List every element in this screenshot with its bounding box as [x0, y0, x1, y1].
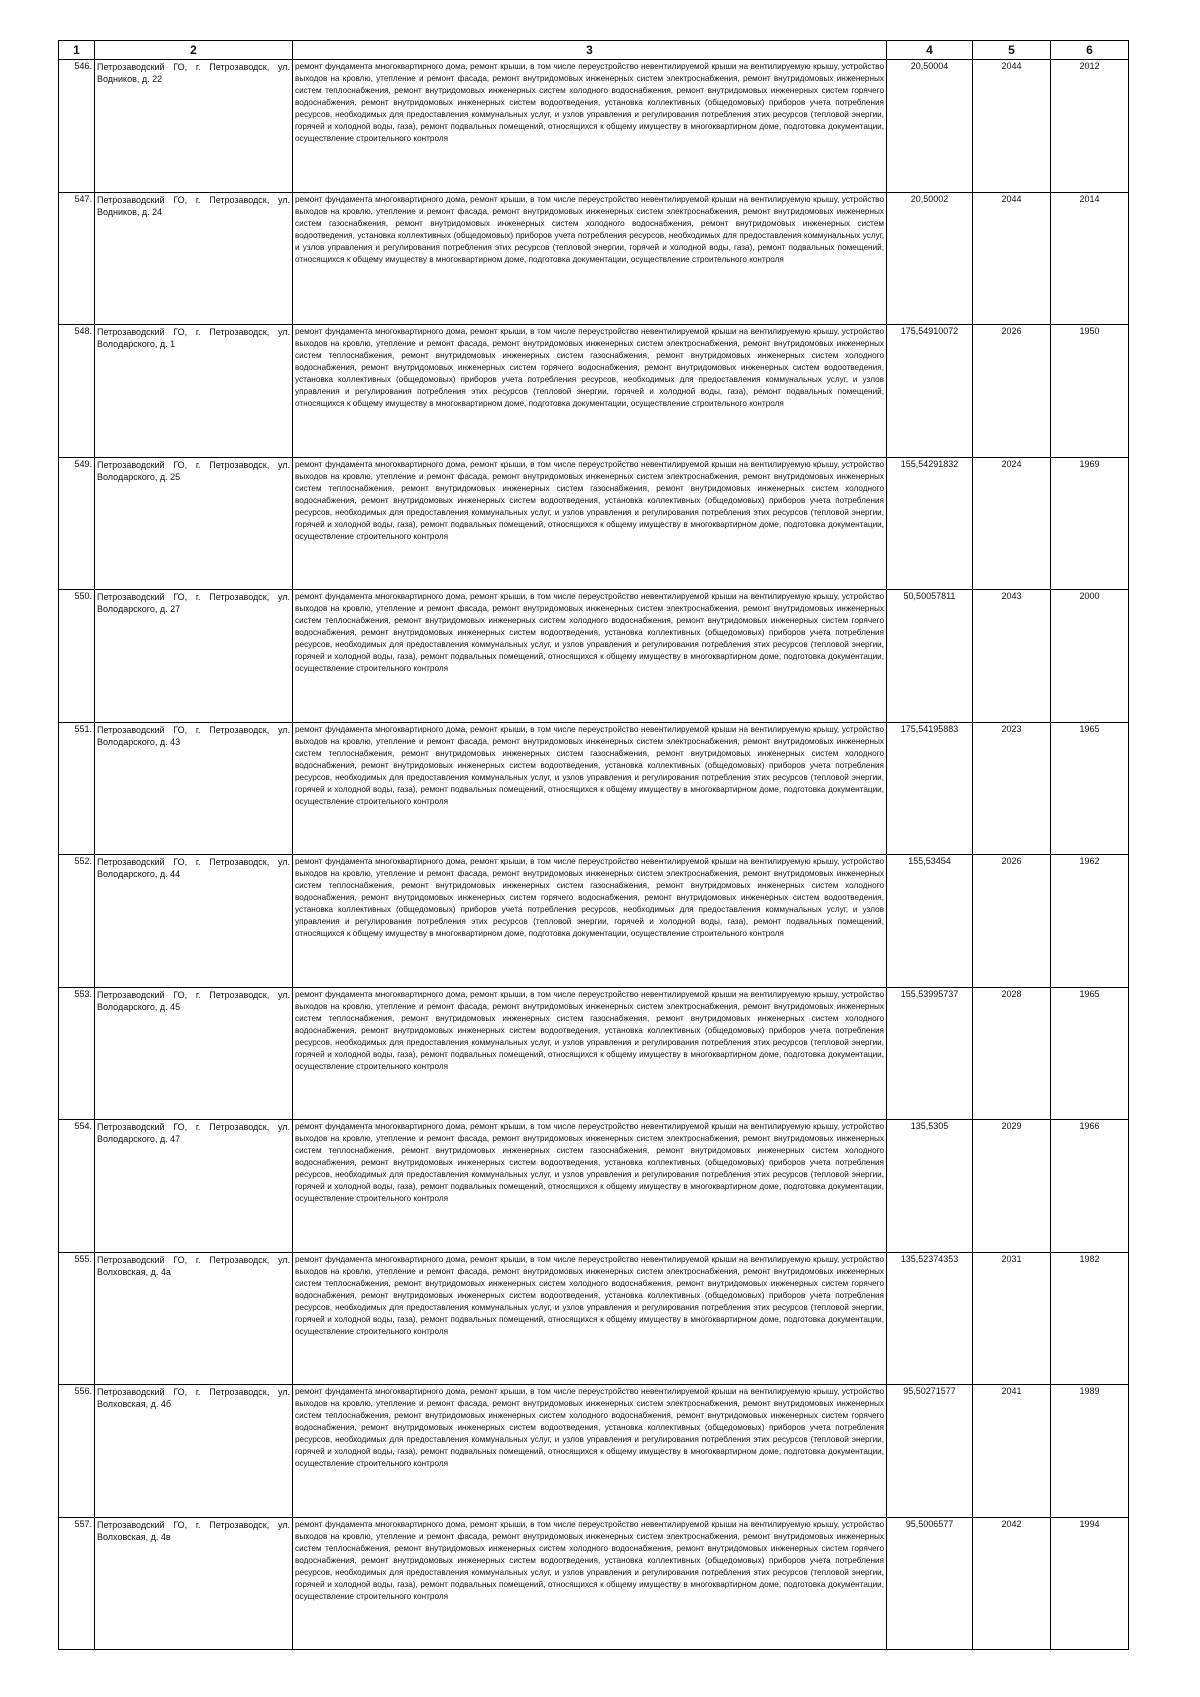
year-cell: 2026 — [973, 325, 1051, 458]
year-cell: 2028 — [973, 987, 1051, 1120]
address-cell: Петрозаводский ГО, г. Петрозаводск, ул. Володарского, д. 45 — [95, 987, 293, 1120]
table-row — [59, 1120, 1129, 1253]
row-number: 553. — [59, 987, 95, 1120]
address-cell: Петрозаводский ГО, г. Петрозаводск, ул. Володарского, д. 44 — [95, 855, 293, 988]
works-cell: ремонт фундамента многоквартирного дома, ремонт крыши, в том числе переустройство невентилируемой крыши на вентилируемую крышу, устройство выходов на кровлю, утепление и ремонт фасада, ремонт внутридомовых инженерных систем электроснабжения, ремонт внутридомовых инженерных систем теплоснабжения, ремонт внутридомовых инженерных систем газоснабжения, ремонт внутридомовых инженерных систем холодного водоснабжения, ремонт внутридомовых инженерных систем водоотведения, установка коллективных (общедомовых) приборов учета потребления ресурсов, необходимых для предоставления коммунальных услуг, и узлов управления и регулирования потребления этих ресурсов (тепловой энергии, горячей и холодной воды, газа), ремонт подвальных помещений, относящихся к общему имуществу в многоквартирном доме, подготовка документации, осуществление строительного контроля — [293, 987, 887, 1120]
table-row — [59, 590, 1129, 723]
table-row — [59, 192, 1129, 325]
address-cell: Петрозаводский ГО, г. Петрозаводск, ул. Волховская, д. 4в — [95, 1517, 293, 1650]
works-cell: ремонт фундамента многоквартирного дома, ремонт крыши, в том числе переустройство невентилируемой крыши на вентилируемую крышу, устройство выходов на кровлю, утепление и ремонт фасада, ремонт внутридомовых инженерных систем электроснабжения, ремонт внутридомовых инженерных систем теплоснабжения, ремонт внутридомовых инженерных систем газоснабжения, ремонт внутридомовых инженерных систем холодного водоснабжения, ремонт внутридомовых инженерных систем водоотведения, установка коллективных (общедомовых) приборов учета потребления ресурсов, необходимых для предоставления коммунальных услуг, и узлов управления и регулирования потребления этих ресурсов (тепловой энергии, горячей и холодной воды, газа), ремонт подвальных помещений, относящихся к общему имуществу в многоквартирном доме, подготовка документации, осуществление строительного контроля — [293, 1120, 887, 1253]
address-cell: Петрозаводский ГО, г. Петрозаводск, ул. Володарского, д. 1 — [95, 325, 293, 458]
works-cell: ремонт фундамента многоквартирного дома, ремонт крыши, в том числе переустройство невентилируемой крыши на вентилируемую крышу, устройство выходов на кровлю, утепление и ремонт фасада, ремонт внутридомовых инженерных систем электроснабжения, ремонт внутридомовых инженерных систем теплоснабжения, ремонт внутридомовых инженерных систем холодного водоснабжения, ремонт внутридомовых инженерных систем горячего водоснабжения, ремонт внутридомовых инженерных систем водоотведения, установка коллективных (общедомовых) приборов учета потребления ресурсов, необходимых для предоставления коммунальных услуг, и узлов управления и регулирования потребления этих ресурсов (тепловой энергии, горячей и холодной воды, газа), ремонт подвальных помещений, относящихся к общему имуществу в многоквартирном доме, подготовка документации, осуществление строительного контроля — [293, 1517, 887, 1650]
year-cell: 2044 — [973, 60, 1051, 193]
year-built-cell: 2012 — [1051, 60, 1129, 193]
table-row — [59, 1385, 1129, 1518]
row-number: 550. — [59, 590, 95, 723]
table-row — [59, 855, 1129, 988]
address-cell: Петрозаводский ГО, г. Петрозаводск, ул. Волховская, д. 4б — [95, 1385, 293, 1518]
year-cell: 2042 — [973, 1517, 1051, 1650]
table-row — [59, 325, 1129, 458]
row-number: 555. — [59, 1252, 95, 1385]
cost-cell: 135,5305 — [887, 1120, 973, 1253]
year-built-cell: 1962 — [1051, 855, 1129, 988]
year-built-cell: 1965 — [1051, 987, 1129, 1120]
works-cell: ремонт фундамента многоквартирного дома, ремонт крыши, в том числе переустройство невентилируемой крыши на вентилируемую крышу, устройство выходов на кровлю, утепление и ремонт фасада, ремонт внутридомовых инженерных систем электроснабжения, ремонт внутридомовых инженерных систем теплоснабжения, ремонт внутридомовых инженерных систем газоснабжения, ремонт внутридомовых инженерных систем холодного водоснабжения, ремонт внутридомовых инженерных систем горячего водоснабжения, ремонт внутридомовых инженерных систем водоотведения, установка коллективных (общедомовых) приборов учета потребления ресурсов, необходимых для предоставления коммунальных услуг, и узлов управления и регулирования потребления этих ресурсов (тепловой энергии, горячей и холодной воды, газа), ремонт подвальных помещений, относящихся к общему имуществу в многоквартирном доме, подготовка документации, осуществление строительного контроля — [293, 325, 887, 458]
works-cell: ремонт фундамента многоквартирного дома, ремонт крыши, в том числе переустройство невентилируемой крыши на вентилируемую крышу, устройство выходов на кровлю, утепление и ремонт фасада, ремонт внутридомовых инженерных систем электроснабжения, ремонт внутридомовых инженерных систем теплоснабжения, ремонт внутридомовых инженерных систем холодного водоснабжения, ремонт внутридомовых инженерных систем горячего водоснабжения, ремонт внутридомовых инженерных систем водоотведения, установка коллективных (общедомовых) приборов учета потребления ресурсов, необходимых для предоставления коммунальных услуг, и узлов управления и регулирования потребления этих ресурсов (тепловой энергии, горячей и холодной воды, газа), ремонт подвальных помещений, относящихся к общему имуществу в многоквартирном доме, подготовка документации, осуществление строительного контроля — [293, 1252, 887, 1385]
header-row — [59, 41, 1129, 60]
cost-cell: 20,50002 — [887, 192, 973, 325]
works-cell: ремонт фундамента многоквартирного дома, ремонт крыши, в том числе переустройство невентилируемой крыши на вентилируемую крышу, устройство выходов на кровлю, утепление и ремонт фасада, ремонт внутридомовых инженерных систем электроснабжения, ремонт внутридомовых инженерных систем теплоснабжения, ремонт внутридомовых инженерных систем газоснабжения, ремонт внутридомовых инженерных систем холодного водоснабжения, ремонт внутридомовых инженерных систем горячего водоснабжения, ремонт внутридомовых инженерных систем водоотведения, установка коллективных (общедомовых) приборов учета потребления ресурсов, необходимых для предоставления коммунальных услуг, и узлов управления и регулирования потребления этих ресурсов (тепловой энергии, горячей и холодной воды, газа), ремонт подвальных помещений, относящихся к общему имуществу в многоквартирном доме, подготовка документации, осуществление строительного контроля — [293, 855, 887, 988]
cost-cell: 155,53454 — [887, 855, 973, 988]
table-row — [59, 1517, 1129, 1650]
year-built-cell: 1982 — [1051, 1252, 1129, 1385]
works-cell: ремонт фундамента многоквартирного дома, ремонт крыши, в том числе переустройство невентилируемой крыши на вентилируемую крышу, устройство выходов на кровлю, утепление и ремонт фасада, ремонт внутридомовых инженерных систем электроснабжения, ремонт внутридомовых инженерных систем теплоснабжения, ремонт внутридомовых инженерных систем холодного водоснабжения, ремонт внутридомовых инженерных систем горячего водоснабжения, ремонт внутридомовых инженерных систем водоотведения, установка коллективных (общедомовых) приборов учета потребления ресурсов, необходимых для предоставления коммунальных услуг, и узлов управления и регулирования потребления этих ресурсов (тепловой энергии, горячей и холодной воды, газа), ремонт подвальных помещений, относящихся к общему имуществу в многоквартирном доме, подготовка документации, осуществление строительного контроля — [293, 60, 887, 193]
address-cell: Петрозаводский ГО, г. Петрозаводск, ул. Володарского, д. 25 — [95, 457, 293, 590]
table-row — [59, 987, 1129, 1120]
table-row — [59, 722, 1129, 855]
cost-cell: 95,50271577 — [887, 1385, 973, 1518]
row-number: 552. — [59, 855, 95, 988]
column-header: 1 — [59, 41, 95, 60]
address-cell: Петрозаводский ГО, г. Петрозаводск, ул. Володарского, д. 27 — [95, 590, 293, 723]
works-cell: ремонт фундамента многоквартирного дома, ремонт крыши, в том числе переустройство невентилируемой крыши на вентилируемую крышу, устройство выходов на кровлю, утепление и ремонт фасада, ремонт внутридомовых инженерных систем электроснабжения, ремонт внутридомовых инженерных систем теплоснабжения, ремонт внутридомовых инженерных систем газоснабжения, ремонт внутридомовых инженерных систем холодного водоснабжения, ремонт внутридомовых инженерных систем водоотведения, установка коллективных (общедомовых) приборов учета потребления ресурсов, необходимых для предоставления коммунальных услуг, и узлов управления и регулирования потребления этих ресурсов (тепловой энергии, горячей и холодной воды, газа), ремонт подвальных помещений, относящихся к общему имуществу в многоквартирном доме, подготовка документации, осуществление строительного контроля — [293, 457, 887, 590]
year-built-cell: 1989 — [1051, 1385, 1129, 1518]
year-built-cell: 2014 — [1051, 192, 1129, 325]
column-header: 6 — [1051, 41, 1129, 60]
table-row — [59, 457, 1129, 590]
year-cell: 2044 — [973, 192, 1051, 325]
works-cell: ремонт фундамента многоквартирного дома, ремонт крыши, в том числе переустройство невентилируемой крыши на вентилируемую крышу, устройство выходов на кровлю, утепление и ремонт фасада, ремонт внутридомовых инженерных систем электроснабжения, ремонт внутридомовых инженерных систем теплоснабжения, ремонт внутридомовых инженерных систем холодного водоснабжения, ремонт внутридомовых инженерных систем горячего водоснабжения, ремонт внутридомовых инженерных систем водоотведения, установка коллективных (общедомовых) приборов учета потребления ресурсов, необходимых для предоставления коммунальных услуг, и узлов управления и регулирования потребления этих ресурсов (тепловой энергии, горячей и холодной воды, газа), ремонт подвальных помещений, относящихся к общему имуществу в многоквартирном доме, подготовка документации, осуществление строительного контроля — [293, 590, 887, 723]
address-cell: Петрозаводский ГО, г. Петрозаводск, ул. Водников, д. 22 — [95, 60, 293, 193]
column-header: 4 — [887, 41, 973, 60]
row-number: 551. — [59, 722, 95, 855]
cost-cell: 175,54910072 — [887, 325, 973, 458]
cost-cell: 50,50057811 — [887, 590, 973, 723]
year-built-cell: 1966 — [1051, 1120, 1129, 1253]
column-header: 2 — [95, 41, 293, 60]
table-body — [59, 60, 1129, 1650]
address-cell: Петрозаводский ГО, г. Петрозаводск, ул. Водников, д. 24 — [95, 192, 293, 325]
works-cell: ремонт фундамента многоквартирного дома, ремонт крыши, в том числе переустройство невентилируемой крыши на вентилируемую крышу, устройство выходов на кровлю, утепление и ремонт фасада, ремонт внутридомовых инженерных систем электроснабжения, ремонт внутридомовых инженерных систем теплоснабжения, ремонт внутридомовых инженерных систем холодного водоснабжения, ремонт внутридомовых инженерных систем горячего водоснабжения, ремонт внутридомовых инженерных систем водоотведения, установка коллективных (общедомовых) приборов учета потребления ресурсов, необходимых для предоставления коммунальных услуг, и узлов управления и регулирования потребления этих ресурсов (тепловой энергии, горячей и холодной воды, газа), ремонт подвальных помещений, относящихся к общему имуществу в многоквартирном доме, подготовка документации, осуществление строительного контроля — [293, 1385, 887, 1518]
year-built-cell: 1969 — [1051, 457, 1129, 590]
works-cell: ремонт фундамента многоквартирного дома, ремонт крыши, в том числе переустройство невентилируемой крыши на вентилируемую крышу, устройство выходов на кровлю, утепление и ремонт фасада, ремонт внутридомовых инженерных систем электроснабжения, ремонт внутридомовых инженерных систем теплоснабжения, ремонт внутридомовых инженерных систем газоснабжения, ремонт внутридомовых инженерных систем холодного водоснабжения, ремонт внутридомовых инженерных систем водоотведения, установка коллективных (общедомовых) приборов учета потребления ресурсов, необходимых для предоставления коммунальных услуг, и узлов управления и регулирования потребления этих ресурсов (тепловой энергии, горячей и холодной воды, газа), ремонт подвальных помещений, относящихся к общему имуществу в многоквартирном доме, подготовка документации, осуществление строительного контроля — [293, 722, 887, 855]
row-number: 557. — [59, 1517, 95, 1650]
cost-cell: 155,53995737 — [887, 987, 973, 1120]
column-header: 3 — [293, 41, 887, 60]
row-number: 556. — [59, 1385, 95, 1518]
year-cell: 2026 — [973, 855, 1051, 988]
cost-cell: 135,52374353 — [887, 1252, 973, 1385]
row-number: 554. — [59, 1120, 95, 1253]
cost-cell: 20,50004 — [887, 60, 973, 193]
row-number: 548. — [59, 325, 95, 458]
year-built-cell: 1950 — [1051, 325, 1129, 458]
table-row — [59, 1252, 1129, 1385]
year-cell: 2024 — [973, 457, 1051, 590]
cost-cell: 175,54195883 — [887, 722, 973, 855]
year-cell: 2041 — [973, 1385, 1051, 1518]
row-number: 546. — [59, 60, 95, 193]
year-cell: 2023 — [973, 722, 1051, 855]
year-cell: 2031 — [973, 1252, 1051, 1385]
column-header: 5 — [973, 41, 1051, 60]
year-built-cell: 1994 — [1051, 1517, 1129, 1650]
year-cell: 2043 — [973, 590, 1051, 723]
works-cell: ремонт фундамента многоквартирного дома, ремонт крыши, в том числе переустройство невентилируемой крыши на вентилируемую крышу, устройство выходов на кровлю, утепление и ремонт фасада, ремонт внутридомовых инженерных систем электроснабжения, ремонт внутридомовых инженерных систем газоснабжения, ремонт внутридомовых инженерных систем холодного водоснабжения, ремонт внутридомовых инженерных систем водоотведения, установка коллективных (общедомовых) приборов учета потребления ресурсов, необходимых для предоставления коммунальных услуг, и узлов управления и регулирования потребления этих ресурсов (тепловой энергии, горячей и холодной воды, газа), ремонт подвальных помещений, относящихся к общему имуществу в многоквартирном доме, подготовка документации, осуществление строительного контроля — [293, 192, 887, 325]
register-table — [58, 40, 1129, 1650]
address-cell: Петрозаводский ГО, г. Петрозаводск, ул. Володарского, д. 43 — [95, 722, 293, 855]
row-number: 547. — [59, 192, 95, 325]
cost-cell: 95,5006577 — [887, 1517, 973, 1650]
address-cell: Петрозаводский ГО, г. Петрозаводск, ул. Волховская, д. 4а — [95, 1252, 293, 1385]
year-cell: 2029 — [973, 1120, 1051, 1253]
address-cell: Петрозаводский ГО, г. Петрозаводск, ул. Володарского, д. 47 — [95, 1120, 293, 1253]
year-built-cell: 2000 — [1051, 590, 1129, 723]
year-built-cell: 1965 — [1051, 722, 1129, 855]
table-row — [59, 60, 1129, 193]
row-number: 549. — [59, 457, 95, 590]
cost-cell: 155,54291832 — [887, 457, 973, 590]
